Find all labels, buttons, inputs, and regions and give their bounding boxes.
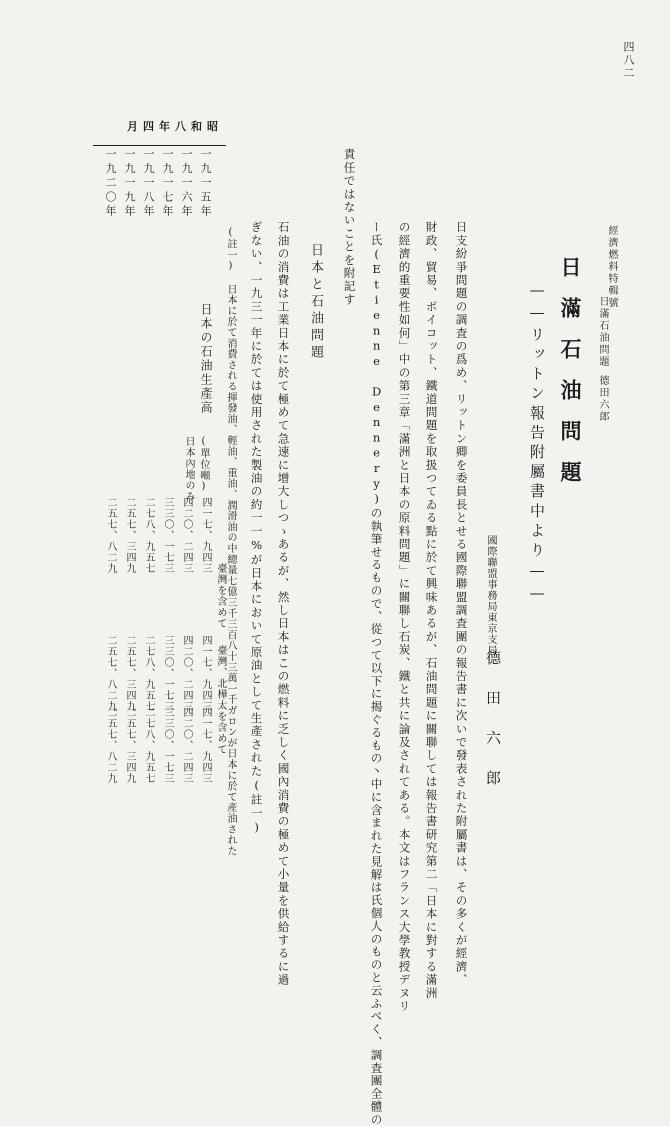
production-value: 四二〇、二四三 [181, 497, 192, 574]
production-value: 三三〇、一七三 [162, 707, 173, 784]
table-title: 日本の石油生產高 [199, 303, 213, 415]
series-name: 經濟燃料特輯號 [606, 225, 617, 309]
production-value: 二七八、九五七 [143, 635, 154, 712]
intro-line-2: 財政、貿易、ボイコット、鐵道問題を取扱つてゐる點に於て興味あるが、石油問題に關聯しては報告書研究第二「日本に對する滿洲 [424, 221, 439, 1000]
table-unit: (單位噸) [198, 436, 209, 493]
article-short-title: 日滿石油問題 [597, 296, 608, 368]
issue-date: 昭和八年四月 [127, 120, 223, 133]
section-line-2: ぎない、一九三一年に於ては使用された製油の約一一%が日本において原油として生產された(註一) [249, 221, 264, 836]
year-label: 一九一七年 [161, 148, 174, 219]
production-value: 二五七、三四九 [124, 497, 135, 574]
production-value: 二七八、九五七 [143, 707, 154, 784]
production-value: 二五七、八二九 [105, 635, 116, 712]
author-affiliation: 國際聯盟事務局東京支局 [485, 535, 496, 656]
intro-line-1: 日支紛爭問題の調査の爲め、リットン卿を委員長とせる國際聯盟調査團の報告書に次いで發表された附屬書は、その多くが經濟、 [454, 221, 469, 987]
column-header-2: 臺灣、北樺太を含めて [215, 645, 226, 755]
production-value: 三三〇、一七三 [162, 635, 173, 712]
intro-line-3: の經濟的重要性如何」中の第三章「滿洲と日本の原料問題」に關聯し石炭、鐵と共に論及されてある。本文はフランス大學教授デヌリ [397, 221, 412, 1013]
year-label: 一九一五年 [199, 148, 212, 219]
year-label: 一九一六年 [180, 148, 193, 219]
production-value: 二五七、八二九 [105, 707, 116, 784]
production-value: 二五七、八二九 [105, 497, 116, 574]
production-value: 四一七、九四三 [200, 707, 211, 784]
page-number: 四八二 [622, 41, 635, 80]
intro-line-5: 責任ではないことを附記す [342, 148, 357, 307]
production-value: 四一七、九四三 [200, 635, 211, 712]
production-value: 四二〇、二四三 [181, 635, 192, 712]
production-value: 四二〇、二四三 [181, 707, 192, 784]
author-short: 德田六郎 [597, 375, 608, 423]
production-value: 二五七、三四九 [124, 635, 135, 712]
production-value: 二七八、九五七 [143, 497, 154, 574]
production-value: 三三〇、一七三 [162, 497, 173, 574]
article-subtitle: ——リットン報告附屬書中より—— [528, 281, 546, 607]
header-rule [93, 145, 226, 146]
year-label: 一九二〇年 [104, 148, 117, 219]
production-value: 四一七、九四三 [200, 497, 211, 574]
author-name: 德田六郎 [484, 650, 502, 810]
column-header-1: 臺灣を含めて [215, 563, 226, 629]
footnote: (註一) 日本に於て消費される揮發油、輕油、重油、潤滑油の中總量七億三千三百八十三萬一千ガロンが日本に於て產油された [225, 227, 236, 857]
intro-line-4: ー氏(Etienne Dennery)の執筆せるもので、從つて以下に揭ぐるもの丶中に含まれた見解は氏個人のものと云ふべく、調査團全體の [369, 221, 384, 1126]
column-header-0: 日本內地のみ [183, 436, 194, 502]
section-line-1: 石油の消費は工業日本に於て極めて急速に增大しつゝあるが、然し日本はこの燃料に乏しく國內消費の極めて小量を供給するに過 [276, 221, 291, 987]
year-label: 一九一八年 [142, 148, 155, 219]
section-heading: 日本と石油問題 [308, 243, 323, 362]
article-title: 日滿石油問題 [558, 256, 583, 502]
production-value: 二五七、三四九 [124, 707, 135, 784]
year-label: 一九一九年 [123, 148, 136, 219]
